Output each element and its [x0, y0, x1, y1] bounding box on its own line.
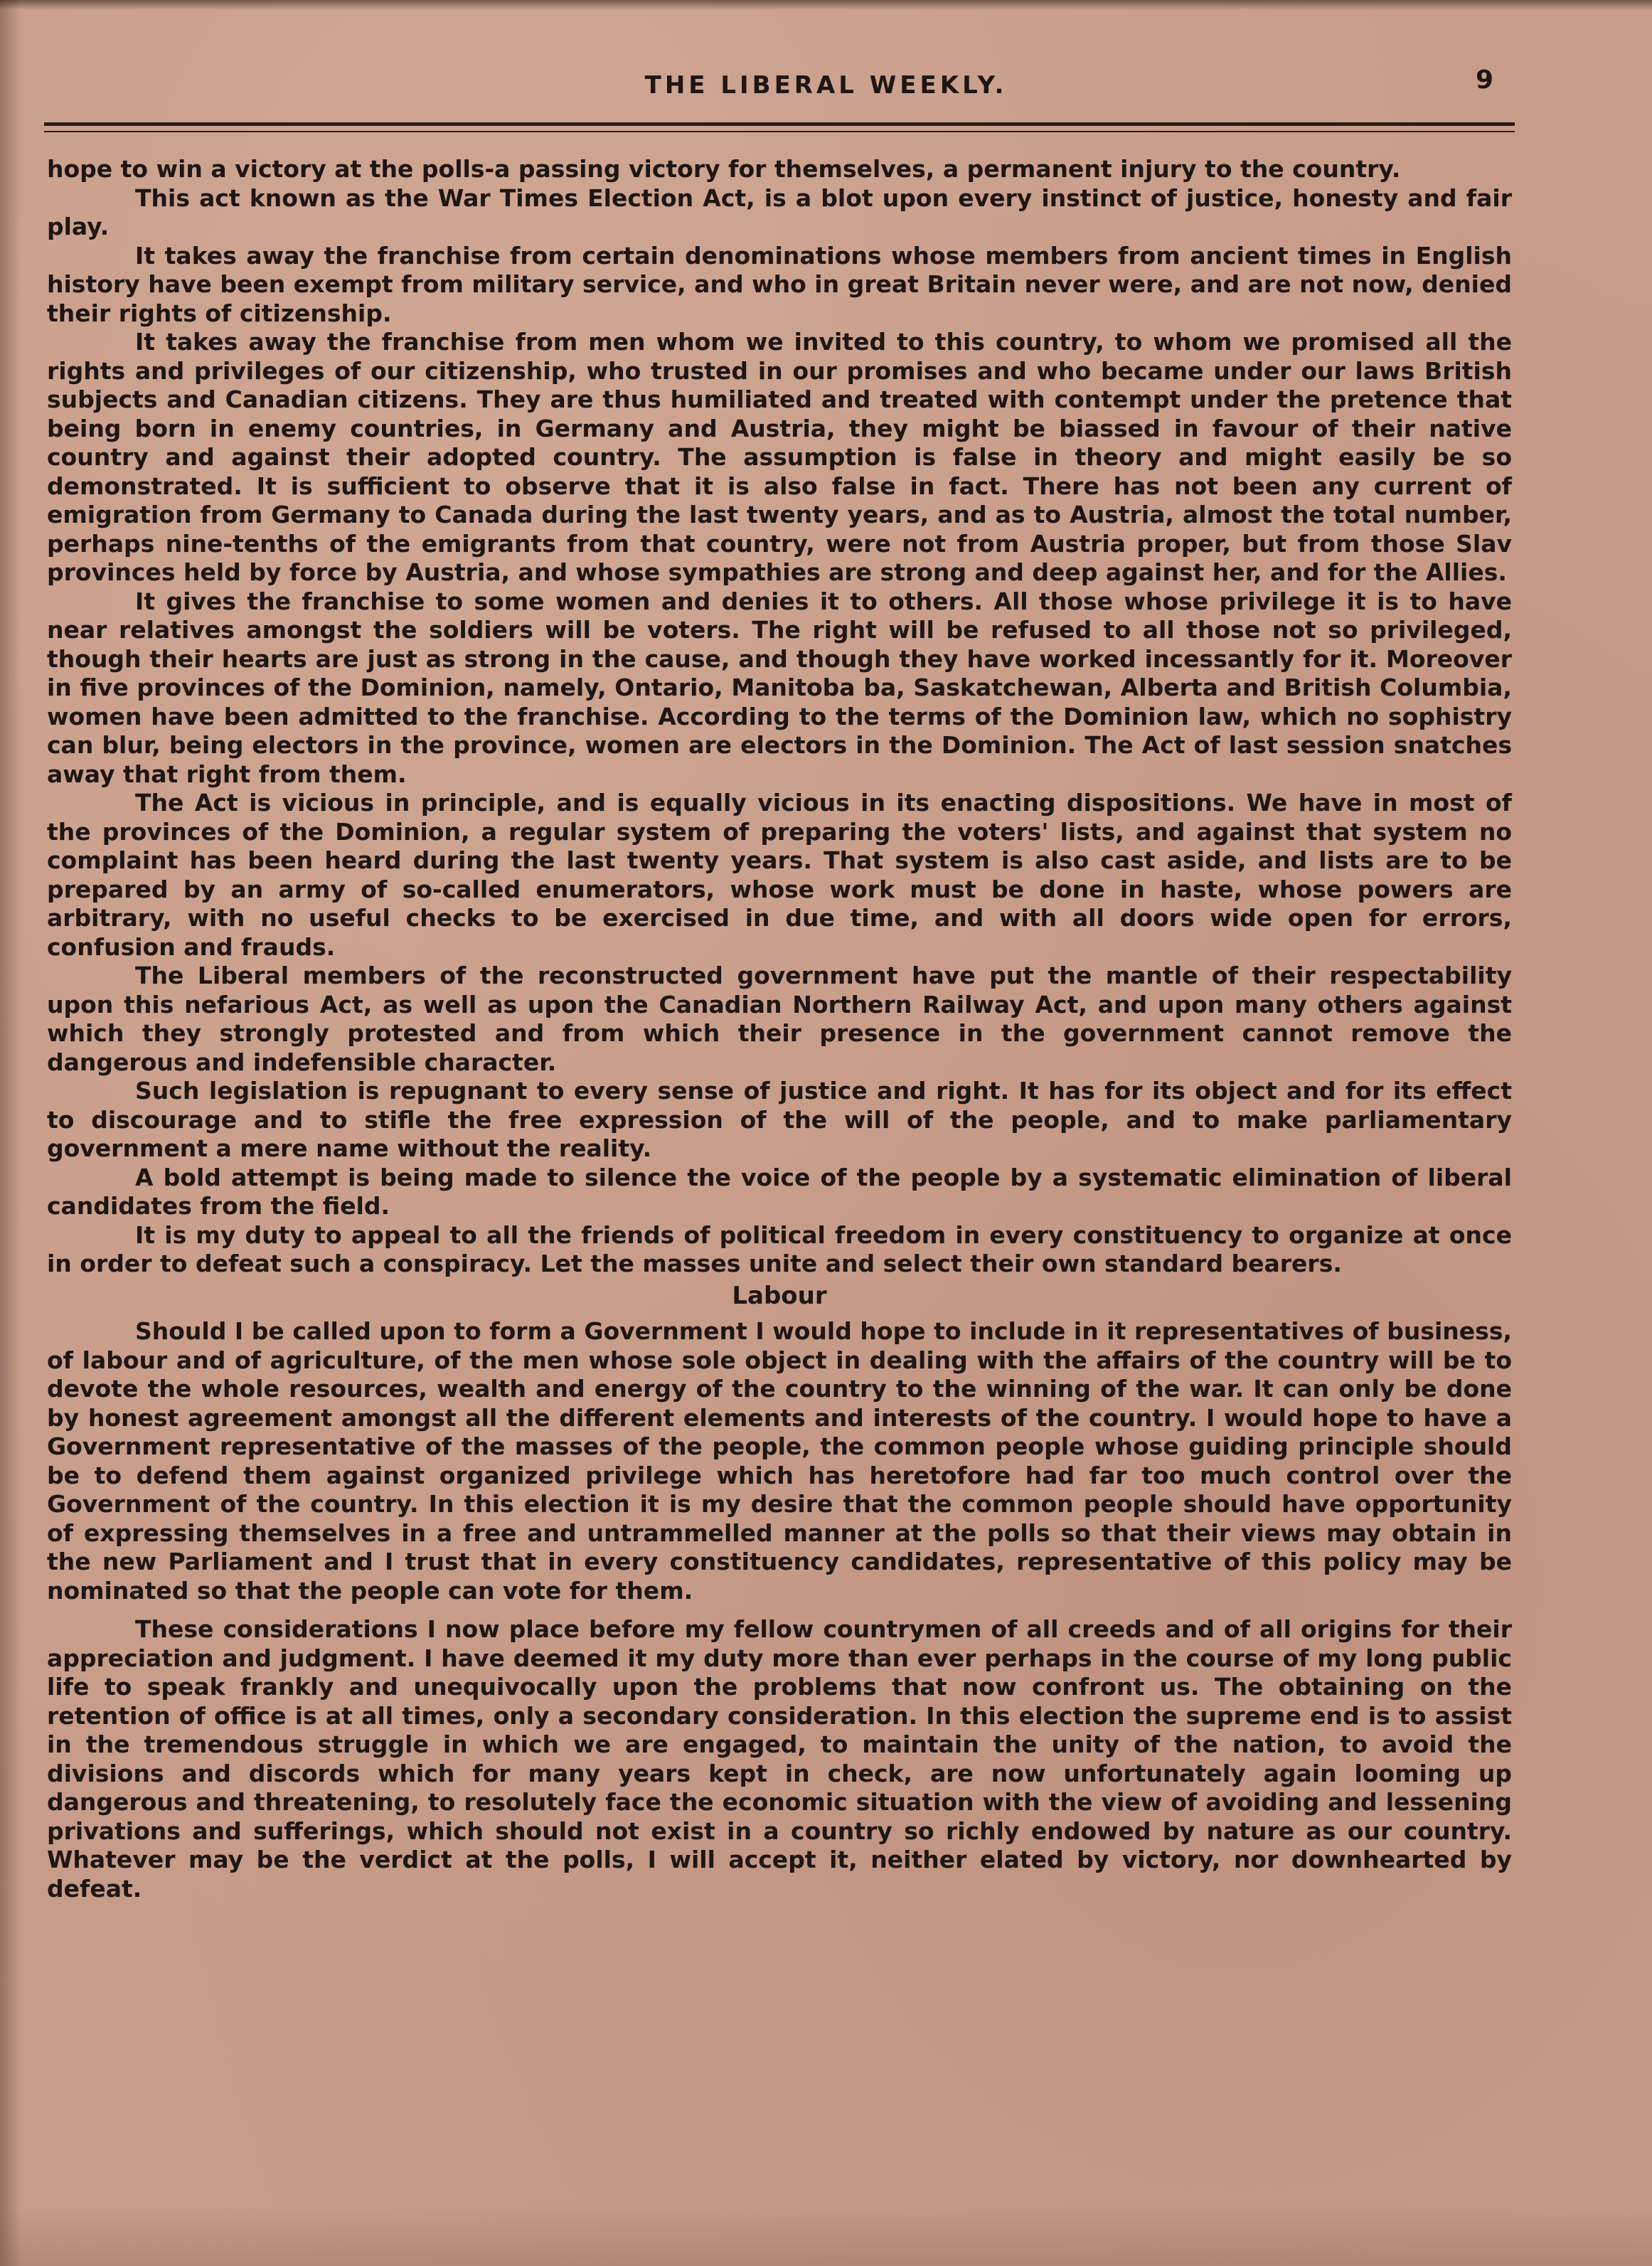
paragraph: The Liberal members of the reconstructed government have put the mantle of their respectability upon this nefarious Act, as well as upon the Canadian Northern Railway Act, and upon many others against which they strongly protested and from which their presence in the government cannot remove the dangerous and indefensible character. — [47, 962, 1512, 1076]
paragraph: Such legislation is repugnant to every sense of justice and right. It has for its object and for its effect to discourage and to stifle the free expression of the will of the people, and to make parliamentary government a mere name without the reality. — [47, 1077, 1512, 1162]
paragraph: A bold attempt is being made to silence the voice of the people by a systematic elimination of liberal candidates from the field. — [47, 1163, 1512, 1220]
article-body — [47, 155, 1512, 1903]
header-rule-thin — [44, 131, 1515, 132]
paragraph: It takes away the franchise from certain denominations whose members from ancient times in English history have been exempt from military service, and who in great Britain never were, and are not now, denied their rights of citizenship. — [47, 241, 1512, 327]
page-bottom-shade — [0, 2205, 1652, 2266]
paragraph: hope to win a victory at the polls-a passing victory for themselves, a permanent injury to the country. — [47, 155, 1401, 183]
section-heading: Labour — [732, 1281, 827, 1310]
page-top-edge-shadow — [0, 0, 1652, 10]
page-left-edge-shadow — [0, 0, 21, 2266]
paragraph: This act known as the War Times Election Act, is a blot upon every instinct of justice, honesty and fair play. — [47, 183, 1512, 240]
paragraph: These considerations I now place before my fellow countrymen of all creeds and of all origins for their appreciation and judgment. I have deemed it my duty more than ever perhaps in the course of my long public life to speak frankly and unequivocally upon the problems that now confront us. The obtaining on the retention of office is at all times, only a secondary consideration. In this election the supreme end is to assist in the tremendous struggle in which we are engaged, to maintain the unity of the nation, to avoid the divisions and discords which for many years kept in check, are now unfortunately again looming up dangerous and threatening, to resolutely face the economic situation with the view of avoiding and lessening privations and sufferings, which should not exist in a country so richly endowed by nature as our country. Whatever may be the verdict at the polls, I will accept it, neither elated by victory, nor downhearted by defeat. — [47, 1615, 1512, 1903]
paragraph: Should I be called upon to form a Government I would hope to include in it representatives of business, of labour and of agriculture, of the men whose sole object in dealing with the affairs of the country will be to devote the whole resources, wealth and energy of the country to the winning of the war. It can only be done by honest agreement amongst all the different elements and interests of the country. I would hope to have a Government representative of the masses of the people, the common people whose guiding principle should be to defend them against organized privilege which has heretofore had far too much control over the Government of the country. In this election it is my desire that the common people should have opportunity of expressing themselves in a free and untrammelled manner at the polls so that their views may obtain in the new Parliament and I trust that in every constituency candidates, representative of this policy may be nominated so that the people can vote for them. — [47, 1317, 1512, 1605]
paragraph: It gives the franchise to some women and denies it to others. All those whose privilege it is to have near relatives amongst the soldiers will be voters. The right will be refused to all those not so privileged, though their hearts are just as strong in the cause, and though they have worked incessantly for it. Moreover in five provinces of the Dominion, namely, Ontario, Manitoba ba, Saskatchewan, Alberta and British Columbia, women have been admitted to the franchise. According to the terms of the Dominion law, which no sophistry can blur, being electors in the province, women are electors in the Dominion. The Act of last session snatches away that right from them. — [47, 587, 1512, 788]
paragraph: It is my duty to appeal to all the friends of political freedom in every constituency to organize at once in order to defeat such a conspiracy. Let the masses unite and select their own standard bearers. — [47, 1220, 1512, 1277]
paragraph: The Act is vicious in principle, and is equally vicious in its enacting dispositions. We have in most of the provinces of the Dominion, a regular system of preparing the voters' lists, and against that system no complaint has been heard during the last twenty years. That system is also cast aside, and lists are to be prepared by an army of so-called enumerators, whose work must be done in haste, whose powers are arbitrary, with no useful checks to be exercised in due time, and with all doors wide open for errors, confusion and frauds. — [47, 789, 1512, 961]
paragraph: It takes away the franchise from men whom we invited to this country, to whom we promised all the rights and privileges of our citizenship, who trusted in our promises and who became under our laws British subjects and Canadian citizens. They are thus humiliated and treated with contempt under the pretence that being born in enemy countries, in Germany and Austria, they might be biassed in favour of their native country and against their adopted country. The assumption is false in theory and might easily be so demonstrated. It is sufficient to observe that it is also false in fact. There has not been any current of emigration from Germany to Canada during the last twenty years, and as to Austria, almost the total number, perhaps nine-tenths of the emigrants from that country, were not from Austria proper, but from those Slav provinces held by force by Austria, and whose sympathies are strong and deep against her, and for the Allies. — [47, 328, 1512, 586]
running-title: THE LIBERAL WEEKLY. — [644, 71, 1008, 100]
page-number: 9 — [1476, 65, 1494, 95]
header-rule-thick — [44, 122, 1515, 126]
